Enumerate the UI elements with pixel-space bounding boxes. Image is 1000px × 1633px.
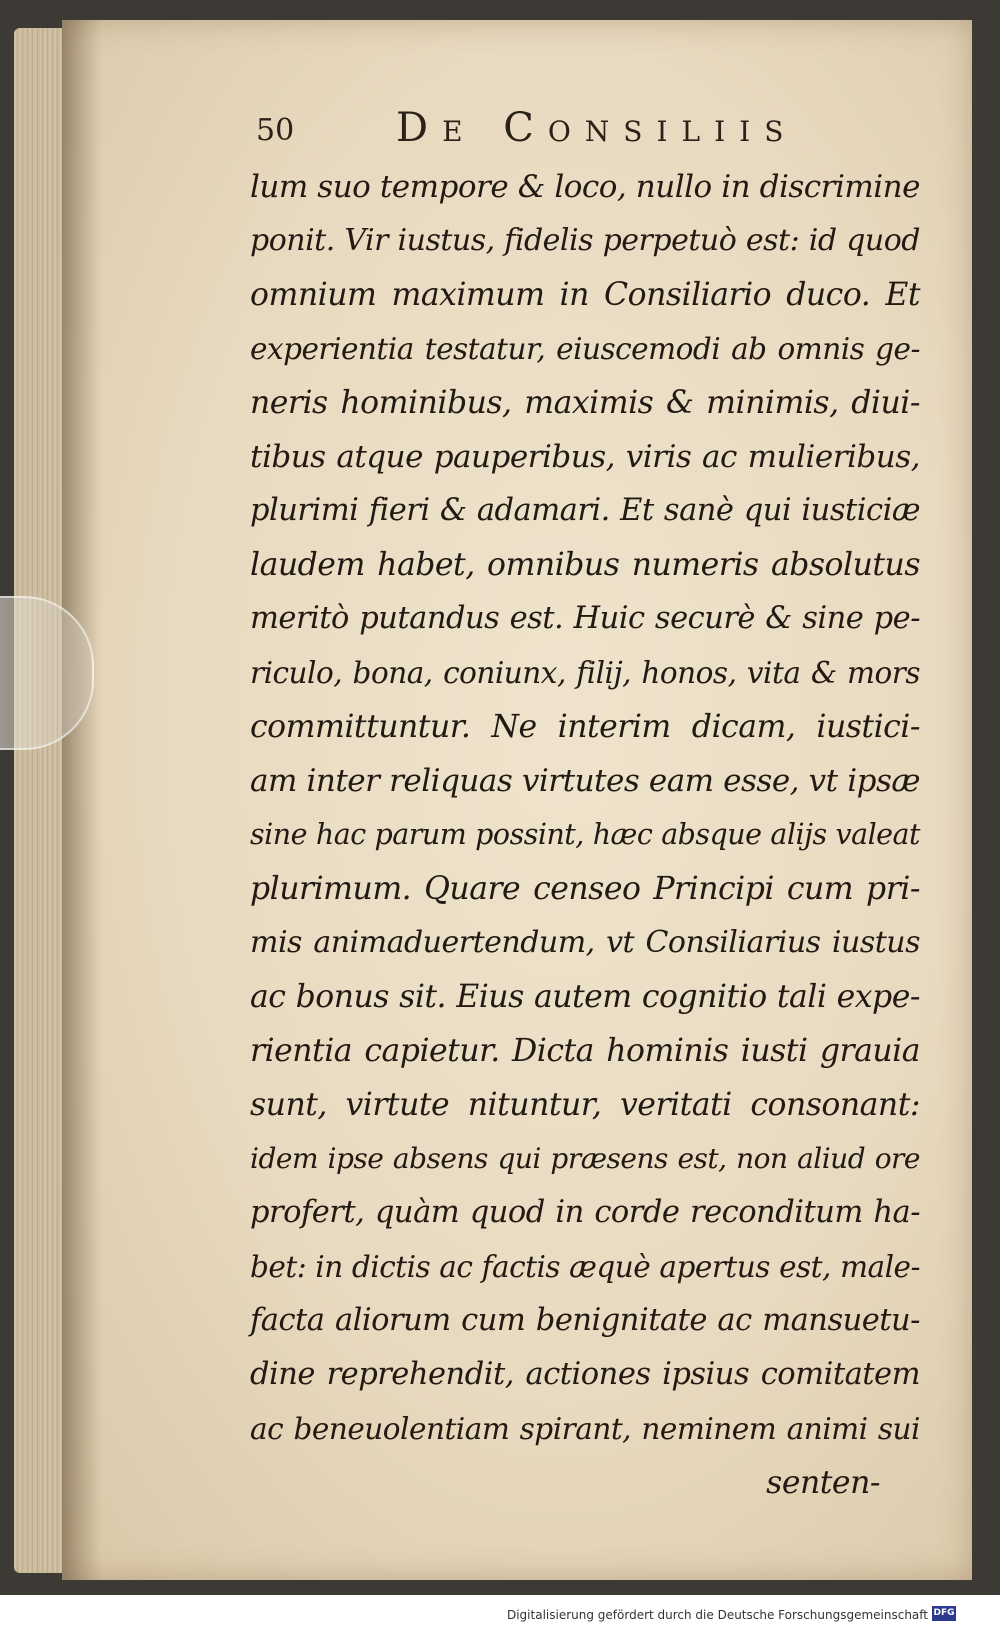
text-line: riculo, bona, coniunx, filij, honos, vita & mors [250,656,920,690]
text-line: plurimi fieri & adamari. Et sanè qui iusticiæ [250,493,920,528]
text-line: facta aliorum cum benignitate ac mansuetu- [250,1303,920,1338]
text-line: bet: in dictis ac factis æquè apertus est, male- [250,1250,920,1284]
text-line: idem ipse absens qui præsens est, non aliud ore [250,1142,920,1175]
running-head: De Consiliis [396,105,798,151]
text-line: dine reprehendit, actiones ipsius comitatem [250,1357,920,1392]
page-header [256,103,896,153]
text-line: ac bonus sit. Eius autem cognitio tali expe- [250,979,920,1015]
text-line: ponit. Vir iustus, fidelis perpetuò est: id quod [250,223,920,258]
text-line: experientia testatur, eiuscemodi ab omnis ge- [250,332,920,366]
text-line: am inter reliquas virtutes eam esse, vt ipsæ [250,763,920,799]
text-line: lum suo tempore & loco, nullo in discrimine [250,169,920,205]
text-line: rientia capietur. Dicta hominis iusti grauia [250,1033,920,1069]
text-line: plurimum. Quare censeo Principi cum pri- [250,871,920,907]
text-line: laudem habet, omnibus numeris absolutus [250,547,920,583]
funding-credit: Digitalisierung gefördert durch die Deutsche Forschungsgemeinschaft [506,1608,928,1622]
text-line: neris hominibus, maximis & minimis, diui- [250,385,920,421]
body-text [250,160,920,1510]
text-line: meritò putandus est. Huic securè & sine pe- [250,601,920,636]
text-line: tibus atque pauperibus, viris ac mulieribus, [250,439,920,475]
text-line: profert, quàm quod in corde reconditum ha- [250,1195,920,1230]
page-number: 50 [256,113,295,148]
text-line: ac beneuolentiam spirant, neminem animi sui [250,1412,920,1446]
page-gutter-shadow [62,20,102,1580]
text-line: mis animaduertendum, vt Consiliarius iustus [250,925,920,960]
catchword: senten- [766,1465,880,1501]
dfg-logo: DFG [932,1606,956,1621]
text-line: committuntur. Ne interim dicam, iustici- [250,709,920,745]
text-line: sunt, virtute nituntur, veritati consonant: [250,1087,920,1123]
text-line: sine hac parum possint, hæc absque alijs valeat [250,818,920,851]
footer-bar [0,1595,1000,1633]
text-line: omnium maximum in Consiliario duco. Et [250,277,920,313]
